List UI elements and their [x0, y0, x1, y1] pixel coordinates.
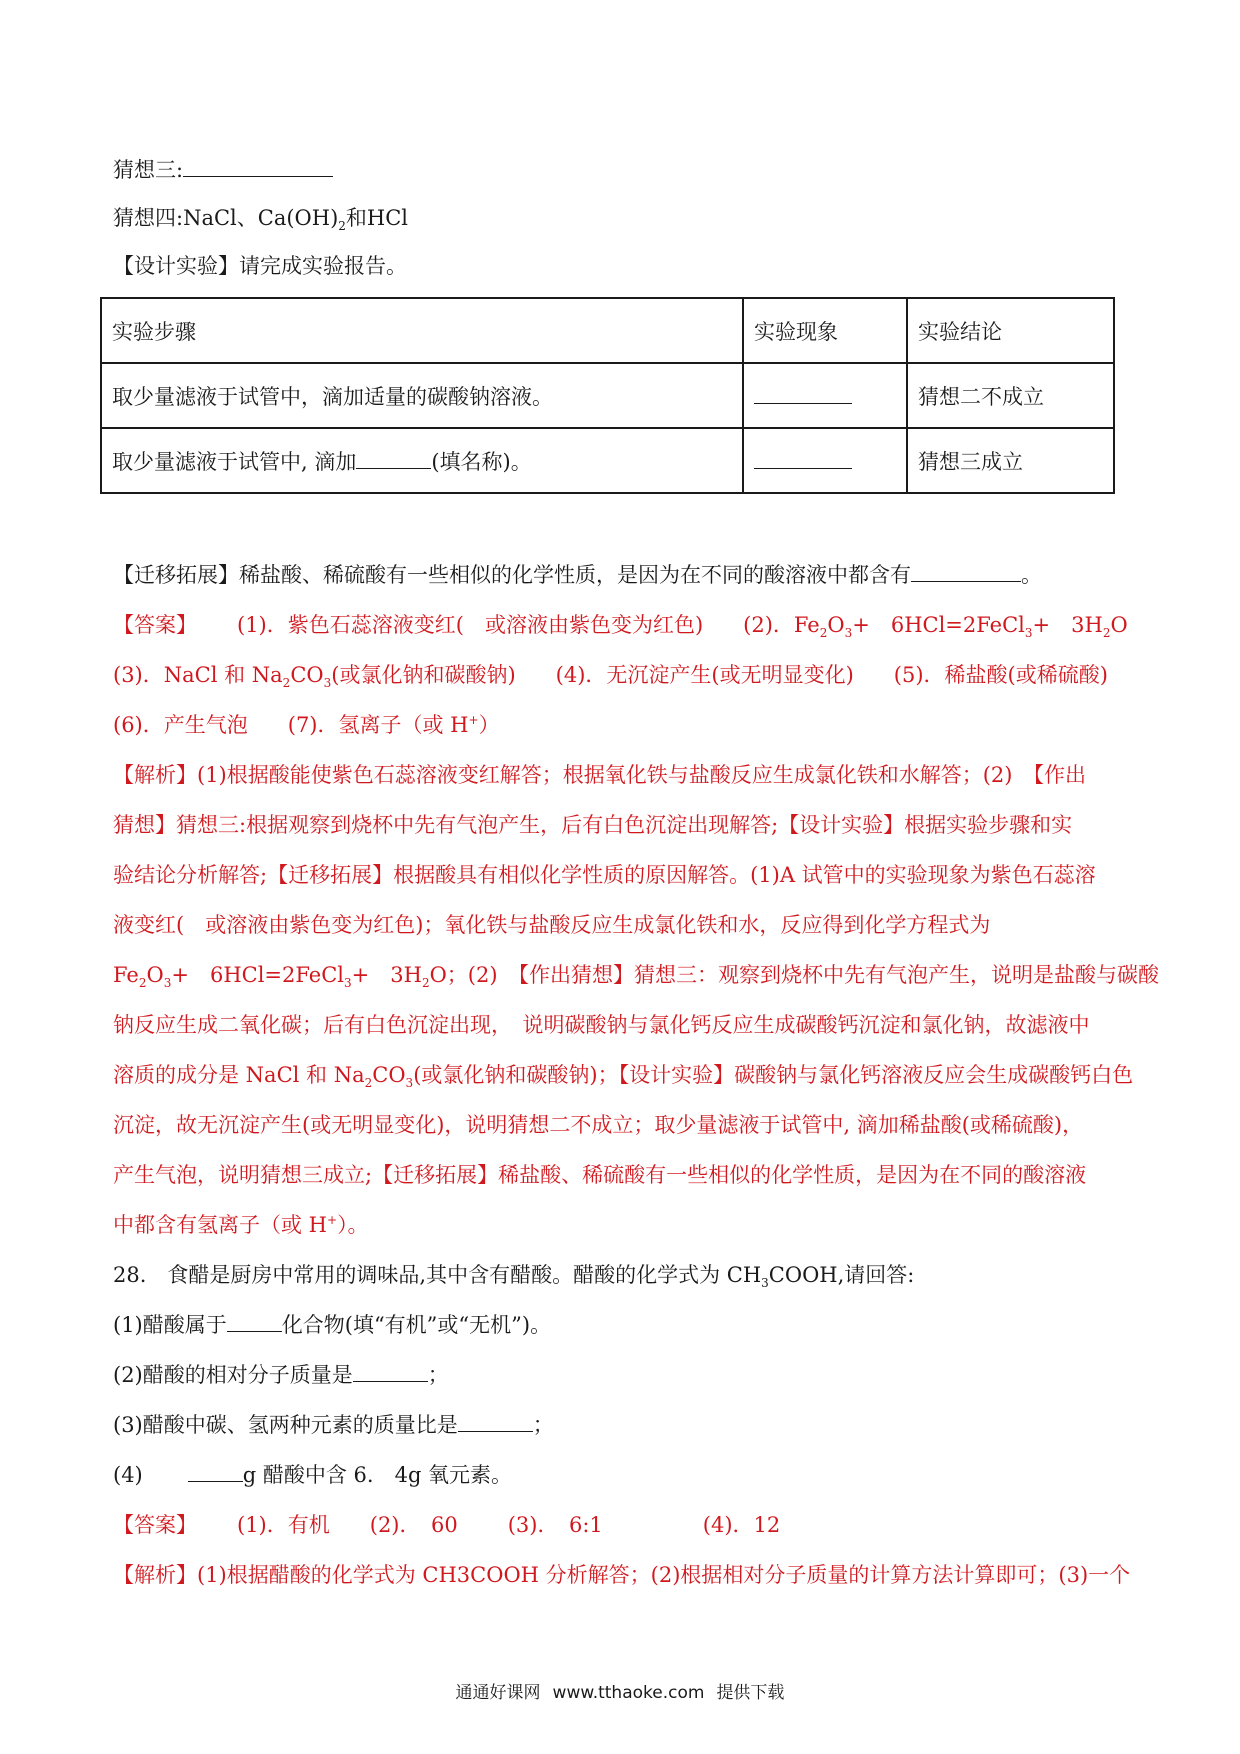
analysis-1-line-7: 溶质的成分是 NaCl 和 $Na_2CO_3$(或氯化钠和碳酸钠)；【设计实验】碳酸钠与氯化钙溶液反应会生成碳酸钙白色: [113, 1063, 1134, 1091]
analysis-1-label: 【解析】: [113, 763, 197, 787]
page-footer: [0, 1678, 1240, 1703]
table-row: [101, 363, 1114, 428]
design-heading: 【设计实验】: [113, 254, 239, 278]
header-step: 实验步骤: [101, 298, 743, 363]
row-2-conclusion: 猜想三成立: [907, 428, 1114, 493]
extension-line: 【迁移拓展】稀盐酸、稀硫酸有一些相似的化学性质，是因为在不同的酸溶液中都含有 。: [113, 563, 1042, 587]
analysis-1-line-3: 验结论分析解答;【迁移拓展】根据酸具有相似化学性质的原因解答。(1)A 试管中的实验现象为紫色石蕊溶: [113, 863, 1096, 887]
analysis-1-line-10: 中都含有氢离子（或 H+）。: [113, 1213, 369, 1237]
analysis-1-line-1: 【解析】(1)根据酸能使紫色石蕊溶液变红解答；根据氧化铁与盐酸反应生成氯化铁和水解答；(2) 【作出: [113, 763, 1086, 787]
analysis-1-line-4: 液变红( 或溶液由紫色变为红色)；氧化铁与盐酸反应生成氯化铁和水，反应得到化学方程式为: [113, 913, 991, 937]
answer-1-label: 【答案】: [113, 613, 197, 637]
row-2-phenomenon: [743, 428, 907, 493]
answer-1-line-2: (3)．NaCl 和 $Na_2CO_3$(或氯化钠和碳酸钠) (4)．无沉淀产生(或无明显变化) (5)．稀盐酸(或稀硫酸): [113, 663, 1108, 691]
question-28-part-4: (4) g 醋酸中含 6. 4g 氧元素。: [113, 1463, 513, 1487]
answer-1-line-3: (6)．产生气泡 (7)．氢离子（或 H+）: [113, 713, 500, 737]
analysis-1-line-9: 产生气泡，说明猜想三成立;【迁移拓展】稀盐酸、稀硫酸有一些相似的化学性质，是因为在不同的酸溶液: [113, 1163, 1087, 1187]
analysis-1-line-8: 沉淀，故无沉淀产生(或无明显变化)，说明猜想二不成立；取少量滤液于试管中, 滴加稀盐酸(或稀硫酸)，: [113, 1113, 1084, 1137]
header-phenomenon: 实验现象: [743, 298, 907, 363]
row-1-phenomenon-blank[interactable]: [754, 383, 852, 404]
answer-2-label: 【答案】: [113, 1513, 197, 1537]
analysis-1-line-5: $Fe_2O_3+$ 6HCl=2FeCl$_3$+ $3H_2O$；(2) 【作出猜想】猜想三：观察到烧杯中先有气泡产生，说明是盐酸与碳酸: [113, 963, 1160, 991]
extension-heading: 【迁移拓展】: [113, 563, 239, 587]
analysis-1-line-2: 猜想】猜想三:根据观察到烧杯中先有气泡产生，后有白色沉淀出现解答;【设计实验】根据实验步骤和实: [113, 813, 1073, 837]
table-row: [101, 428, 1114, 493]
answer-2-line: 【答案】 (1)．有机 (2)． 60 (3)． 6:1 (4)．12: [113, 1513, 781, 1537]
footer-site-name: 通通好课网: [455, 1683, 541, 1703]
analysis-2-label: 【解析】: [113, 1563, 197, 1587]
row-1-step: 取少量滤液于试管中，滴加适量的碳酸钠溶液。: [101, 363, 743, 428]
part-2-blank[interactable]: [353, 1361, 428, 1382]
part-1-blank[interactable]: [227, 1311, 282, 1332]
part-4-blank[interactable]: [188, 1461, 243, 1482]
analysis-1-line-6: 钠反应生成二氧化碳；后有白色沉淀出现， 说明碳酸钠与氯化钙反应生成碳酸钙沉淀和氯化钠，故滤液中: [113, 1013, 1090, 1037]
design-experiment-line: 【设计实验】请完成实验报告。: [113, 254, 407, 278]
guess-4-line: 猜想四:NaCl、$Ca(OH)_2$和HCl: [113, 206, 409, 234]
experiment-report-table: [100, 297, 1115, 494]
analysis-2-line: 【解析】(1)根据醋酸的化学式为 CH3COOH 分析解答；(2)根据相对分子质量的计算方法计算即可；(3)一个: [113, 1563, 1131, 1587]
question-28-stem: 28. 食醋是厨房中常用的调味品,其中含有醋酸。醋酸的化学式为 $CH_3COOH$,请回答:: [113, 1263, 915, 1291]
part-3-blank[interactable]: [458, 1411, 533, 1432]
question-28-part-1: (1)醋酸属于 化合物(填“有机”或“无机”)。: [113, 1313, 552, 1337]
answer-1-line-1: 【答案】 (1)．紫色石蕊溶液变红( 或溶液由紫色变为红色) (2)．$Fe_2O_3+$ 6HCl=2FeCl$_3$+ $3H_2O$: [113, 613, 1128, 641]
question-28-part-3: (3)醋酸中碳、氢两种元素的质量比是 ；: [113, 1413, 554, 1437]
question-28-part-2: (2)醋酸的相对分子质量是 ；: [113, 1363, 449, 1387]
extension-blank[interactable]: [911, 561, 1021, 582]
guess-3-blank[interactable]: [183, 156, 333, 177]
table-header-row: [101, 298, 1114, 363]
row-2-step: 取少量滤液于试管中, 滴加 (填名称)。: [101, 428, 743, 493]
row-2-reagent-blank[interactable]: [356, 448, 431, 469]
row-1-conclusion: 猜想二不成立: [907, 363, 1114, 428]
footer-url[interactable]: www.tthaoke.com: [552, 1683, 705, 1703]
header-conclusion: 实验结论: [907, 298, 1114, 363]
row-1-phenomenon: [743, 363, 907, 428]
footer-note: 提供下载: [716, 1683, 785, 1703]
guess-3-line: 猜想三:: [113, 155, 333, 185]
row-2-phenomenon-blank[interactable]: [754, 448, 852, 469]
